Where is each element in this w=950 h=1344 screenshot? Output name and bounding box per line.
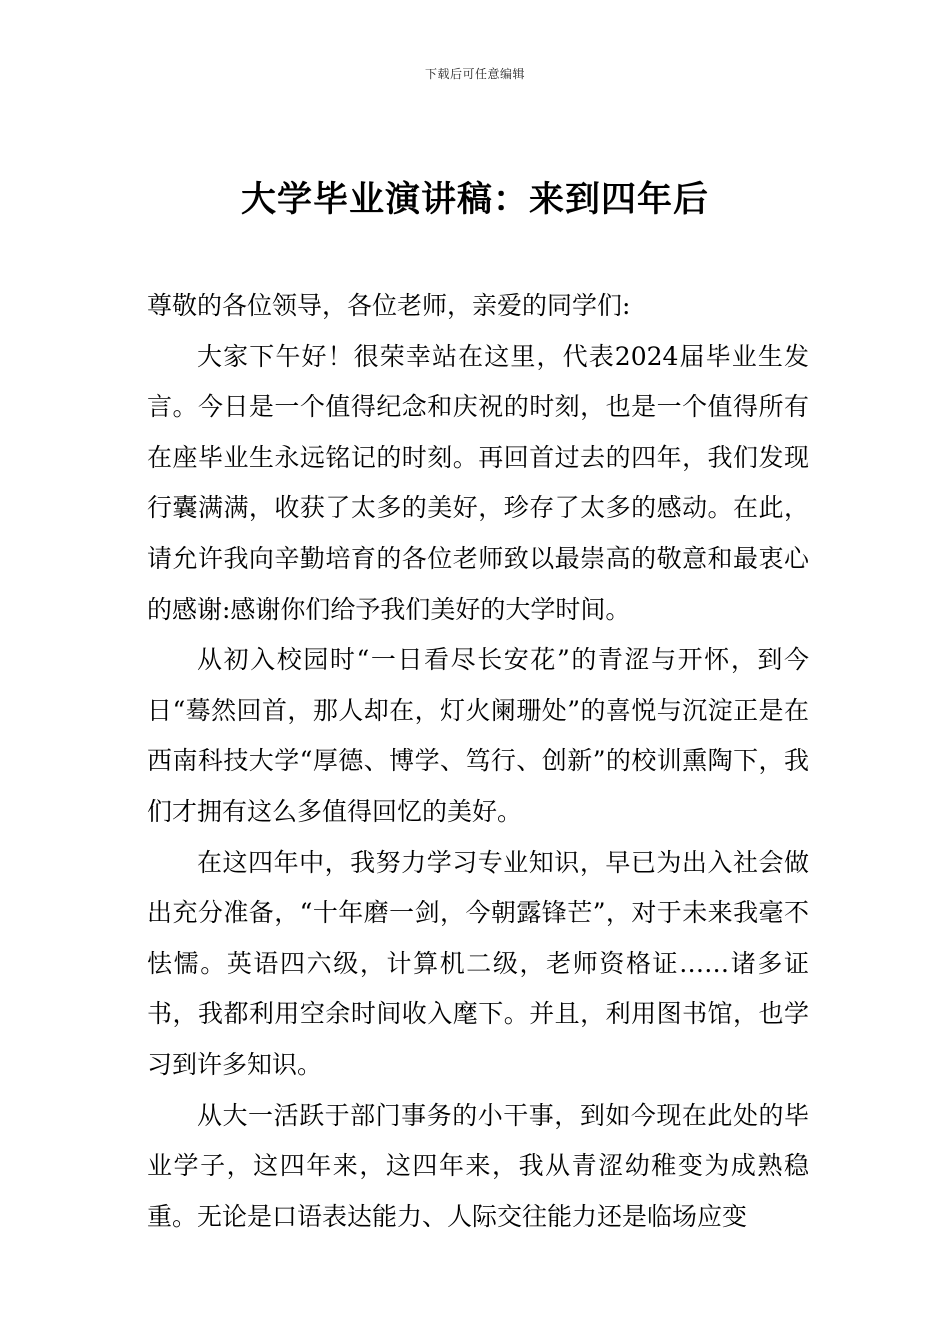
salutation: 尊敬的各位领导，各位老师，亲爱的同学们: (147, 291, 631, 320)
paragraph-1: 大家下午好！很荣幸站在这里，代表2024届毕业生发言。今日是一个值得纪念和庆祝的时刻，也是一个值得所有在座毕业生永远铭记的时刻。再回首过去的四年，我们发现行囊满满，收获了太多的美好，珍存了太多的感动。在此，请允许我向辛勤培育的各位老师致以最崇高的敬意和最衷心的感谢:感谢你们给予我们美好的大学时间。 (147, 341, 809, 624)
document-title: 大学毕业演讲稿：来到四年后 (240, 180, 709, 220)
header-note: 下载后可任意编辑 (424, 67, 525, 81)
paragraph-3: 在这四年中，我努力学习专业知识，早已为出入社会做出充分准备，“十年磨一剑，今朝露锋芒”，对于未来我毫不怯懦。英语四六级，计算机二级，老师资格证……诸多证书，我都利用空余时间收入麾下。并且，利用图书馆，也学习到许多知识。 (147, 847, 809, 1079)
document-body (147, 281, 809, 1242)
paragraph-2: 从初入校园时“一日看尽长安花”的青涩与开怀，到今日“蓦然回首，那人却在，灯火阑珊处”的喜悦与沉淀正是在西南科技大学“厚德、博学、笃行、创新”的校训熏陶下，我们才拥有这么多值得回忆的美好。 (147, 645, 809, 826)
paragraph-4: 从大一活跃于部门事务的小干事，到如今现在此处的毕业学子，这四年来，这四年来，我从青涩幼稚变为成熟稳重。无论是口语表达能力、人际交往能力还是临场应变 (147, 1100, 809, 1231)
